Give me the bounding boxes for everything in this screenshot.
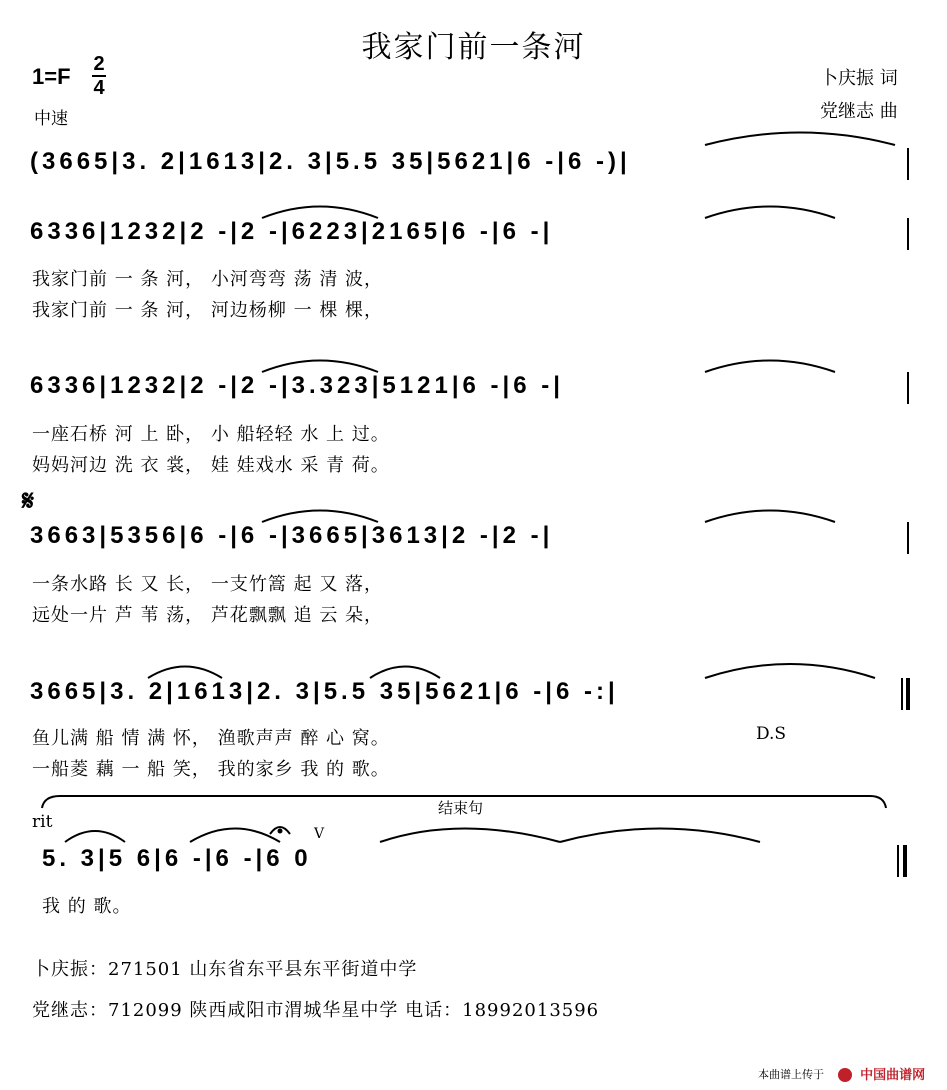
tie-row-6b xyxy=(190,829,280,843)
tie-row-3b xyxy=(705,361,835,373)
notes-row-4: 3663|5356|6 -|6 -|3665|3613|2 -|2 -| xyxy=(30,522,554,549)
time-signature-top: 2 xyxy=(93,53,105,75)
tie-row-6d xyxy=(560,829,760,843)
lyricist-address: 卜庆振：271501 山东省东平县东平街道中学 xyxy=(32,959,418,980)
lyricist-credit: 卜庆振 词 xyxy=(820,68,898,89)
ritardando-marking: rit xyxy=(32,812,53,832)
time-signature-bottom: 4 xyxy=(93,77,105,99)
tie-row-4a xyxy=(262,511,378,523)
fermata-icon xyxy=(270,827,290,834)
lyrics-row-5-verse-1: 鱼儿满 船 情 满 怀， 渔歌声声 醉 心 窝。 xyxy=(32,728,390,749)
ds-marking: D.S xyxy=(756,724,787,744)
lyrics-row-3-verse-1: 一座石桥 河 上 卧， 小 船轻轻 水 上 过。 xyxy=(32,424,390,445)
tie-row-2b xyxy=(705,207,835,219)
lyrics-row-4-verse-2: 远处一片 芦 苇 荡， 芦花飘飘 追 云 朵， xyxy=(32,605,384,626)
notes-row-2: 6336|1232|2 -|2 -|6223|2165|6 -|6 -| xyxy=(30,218,554,245)
segno-sign: 𝄋 xyxy=(22,484,35,517)
ending-label: 结束句 xyxy=(438,799,484,817)
composer-address: 党继志：712099 陕西咸阳市渭城华星中学 电话：18992013596 xyxy=(32,1000,600,1021)
lyrics-row-4-verse-1: 一条水路 长 又 长， 一支竹篙 起 又 落， xyxy=(32,574,384,595)
tie-row-6a xyxy=(65,831,125,842)
site-name: 中国曲谱网 xyxy=(860,1068,926,1083)
lyrics-row-2-verse-2: 我家门前 一 条 河， 河边杨柳 一 棵 棵， xyxy=(32,300,384,321)
tie-row-3a xyxy=(262,361,378,373)
lyrics-row-2-verse-1: 我家门前 一 条 河， 小河弯弯 荡 清 波， xyxy=(32,269,384,290)
tie-row-5b xyxy=(370,667,440,679)
lyrics-row-6: 我 的 歌。 xyxy=(42,896,132,917)
lyrics-row-5-verse-2: 一船菱 藕 一 船 笑， 我的家乡 我 的 歌。 xyxy=(32,759,390,780)
key-signature: 1=F xyxy=(32,64,71,89)
tie-row-6c xyxy=(380,829,560,843)
tie-row-2a xyxy=(262,207,378,219)
notes-row-3: 6336|1232|2 -|2 -|3.323|5121|6 -|6 -| xyxy=(30,372,564,399)
breath-mark: V xyxy=(314,826,325,842)
tie-row-4b xyxy=(705,511,835,523)
notes-row-5: 3665|3. 2|1613|2. 3|5.5 35|5621|6 -|6 -:| xyxy=(30,678,619,705)
notes-row-6: 5. 3|5 6|6 -|6 -|6 0 xyxy=(42,845,312,872)
tie-row-5c xyxy=(705,664,875,678)
ending-bracket xyxy=(42,796,886,808)
tempo-marking: 中速 xyxy=(34,109,68,129)
upload-note: 本曲谱上传于 xyxy=(758,1068,824,1081)
song-title: 我家门前一条河 xyxy=(361,30,586,65)
notes-row-1: (3665|3. 2|1613|2. 3|5.5 35|5621|6 -|6 -)| xyxy=(30,148,631,175)
tie-row-5a xyxy=(148,667,222,679)
tie-row-1 xyxy=(705,133,895,146)
composer-credit: 党继志 曲 xyxy=(820,101,898,122)
lyrics-row-3-verse-2: 妈妈河边 洗 衣 裳， 娃 娃戏水 采 青 荷。 xyxy=(32,455,390,476)
